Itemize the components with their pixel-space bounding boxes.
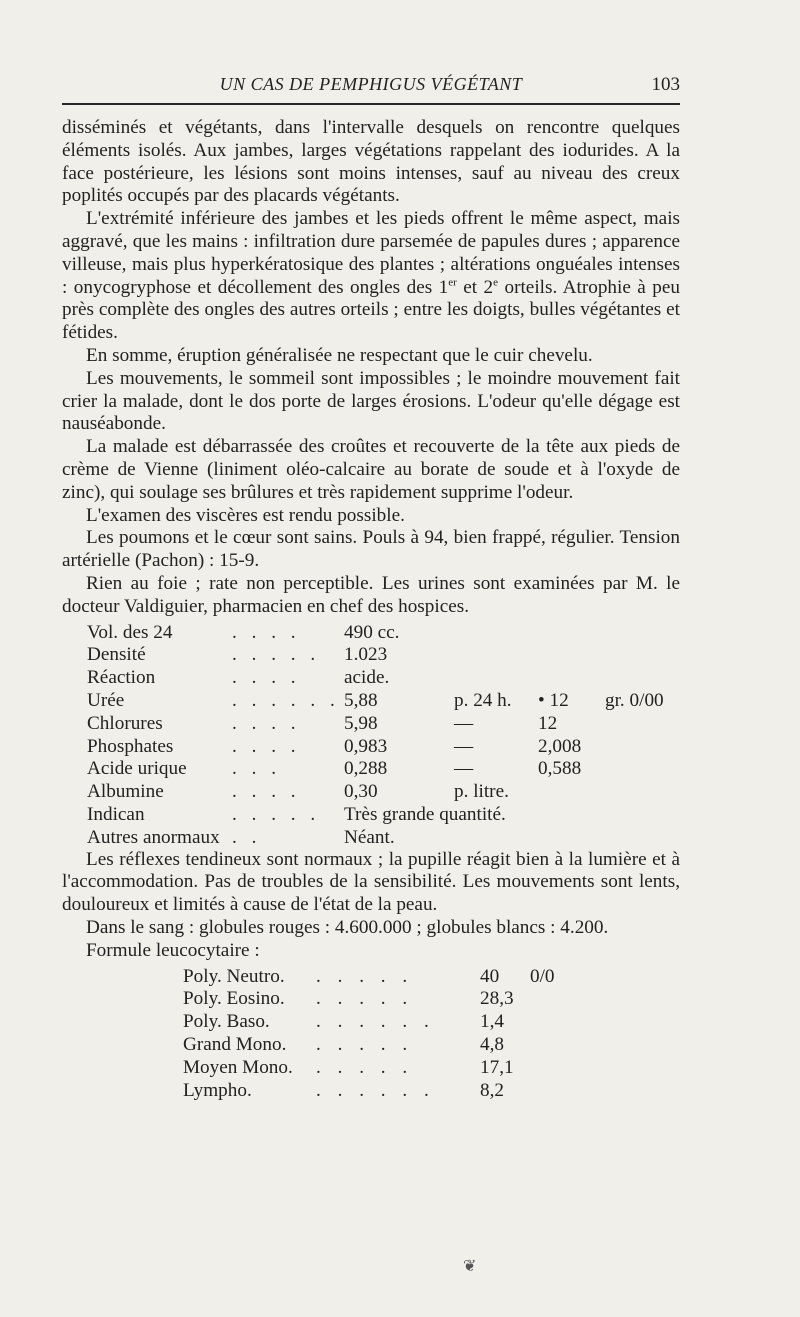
table-row — [62, 736, 680, 759]
cell-percent: 40 — [480, 965, 500, 987]
cell-type: Poly. Eosino. — [183, 988, 285, 1010]
row-per: p. 24 h. — [454, 689, 512, 711]
running-title: UN CAS DE PEMPHIGUS VÉGÉTANT — [219, 74, 523, 94]
table-row — [62, 966, 680, 989]
table-row — [62, 667, 680, 690]
leader-dots: . . — [232, 826, 262, 848]
cell-type: Grand Mono. — [183, 1033, 287, 1055]
row-value: 490 cc. — [344, 621, 400, 643]
cell-type: Moyen Mono. — [183, 1056, 293, 1078]
row-concentration: 2,008 — [538, 735, 582, 757]
leader-dots: . . . . — [232, 735, 301, 757]
leader-dots: . . . . — [232, 712, 301, 734]
cell-type: Poly. Neutro. — [183, 965, 285, 987]
table-row — [62, 758, 680, 781]
paragraph-5: La malade est débarrassée des croûtes et recouverte de la tête aux pieds de crème de Vienne (liniment oléo-calcaire au borate de soude et à l'oxyde de zinc), qui soulage ses brûlures et très rapidement supprime l'odeur. — [62, 436, 680, 503]
paragraph-2-after: orteils. Atrophie à peu près complète des ongles des autres orteils ; entre les doigts, bulles végétantes et fétides. — [62, 276, 680, 344]
row-value: Néant. — [344, 826, 395, 848]
paragraph-10: Dans le sang : globules rouges : 4.600.000 ; globules blancs : 4.200. — [86, 916, 609, 938]
leader-dots: . . . . . — [316, 1033, 414, 1055]
leader-dots: . . . . . . — [316, 1011, 435, 1033]
row-concentration: 0,588 — [538, 758, 582, 780]
row-label: Réaction — [87, 667, 156, 689]
row-per: — — [454, 758, 474, 780]
row-per: — — [454, 735, 474, 757]
leader-dots: . . . . . — [232, 644, 321, 666]
row-label: Indican — [87, 803, 145, 825]
row-label: Vol. des 24 — [87, 621, 173, 643]
leucocyte-formula-table — [62, 966, 680, 1103]
leader-dots: . . . — [232, 758, 281, 780]
cell-percent: 4,8 — [480, 1033, 504, 1055]
table-row — [62, 781, 680, 804]
running-header — [62, 74, 680, 98]
paragraph-4: Les mouvements, le sommeil sont impossibles ; le moindre mouvement fait crier la malade, dont le dos porte de larges érosions. L'odeur qu'elle dégage est nauséabonde. — [62, 367, 680, 435]
paragraph-3: En somme, éruption généralisée ne respectant que le cuir chevelu. — [86, 344, 593, 366]
paragraph-8: Rien au foie ; rate non perceptible. Les urines sont examinées par M. le docteur Valdiguier, pharmacien en chef des hospices. — [62, 572, 680, 617]
leader-dots: . . . . . . — [316, 1079, 435, 1101]
row-label: Densité — [87, 644, 146, 666]
paragraph-1: disséminés et végétants, dans l'intervalle desquels on rencontre quelques éléments isolés. Aux jambes, larges végétations rappelant des iodurides. A la face postérieure, les lésions sont moins intenses, sauf au niveau des creux poplités occupés par des placards végétants. — [62, 117, 680, 207]
table-row — [62, 713, 680, 736]
table-row — [62, 988, 680, 1011]
row-unit: gr. 0/00 — [605, 689, 664, 711]
table-row — [62, 1057, 680, 1080]
leader-dots: . . . . . — [316, 965, 414, 987]
leader-dots: . . . . — [232, 621, 301, 643]
table-row — [62, 1034, 680, 1057]
paragraph-6: L'examen des viscères est rendu possible. — [86, 504, 405, 526]
leader-dots: . . . . . . — [232, 689, 340, 711]
cell-percent: 28,3 — [480, 988, 514, 1010]
cell-percent: 8,2 — [480, 1079, 504, 1101]
ornament-icon: ❦ — [463, 1258, 477, 1275]
table-row — [62, 804, 680, 827]
leader-dots: . . . . . — [232, 803, 321, 825]
row-value: acide. — [344, 667, 390, 689]
paragraph-2-sup2: e — [493, 276, 499, 289]
leader-dots: . . . . — [232, 781, 301, 803]
cell-unit: 0/0 — [530, 965, 555, 987]
cell-type: Poly. Baso. — [183, 1011, 270, 1033]
row-per: — — [454, 712, 474, 734]
paragraph-7: Les poumons et le cœur sont sains. Pouls à 94, bien frappé, régulier. Tension artérielle (Pachon) : 15-9. — [62, 527, 680, 572]
row-label: Acide urique — [87, 758, 187, 780]
table-row — [62, 827, 680, 850]
leader-dots: . . . . . — [316, 988, 414, 1010]
urine-analysis-table — [62, 622, 680, 849]
paragraph-2-sup1: er — [448, 276, 457, 289]
cell-type: Lympho. — [183, 1079, 252, 1101]
table-row — [62, 644, 680, 667]
paragraph-2-mid: et 2 — [456, 276, 494, 298]
row-value: 5,98 — [344, 712, 378, 734]
row-per: p. litre. — [454, 781, 509, 803]
row-value: 1.023 — [344, 644, 388, 666]
paragraph-2-before: L'extrémité inférieure des jambes et les pieds offrent le même aspect, mais aggravé, que les mains : infiltration dure parsemée de papules dures ; apparence villeuse, mais plus hyperkératosique des plantes ; altérations onguéales intenses : onycogryphose et décollement des ongles des 1 — [62, 208, 680, 298]
leader-dots: . . . . — [232, 667, 301, 689]
cell-percent: 1,4 — [480, 1011, 504, 1033]
row-label: Albumine — [87, 781, 164, 803]
row-concentration: • 12 — [538, 689, 569, 711]
table-row — [62, 1080, 680, 1103]
row-label: Phosphates — [87, 735, 174, 757]
paragraph-11: Formule leucocytaire : — [86, 939, 260, 961]
page-number: 103 — [651, 74, 680, 95]
leader-dots: . . . . . — [316, 1056, 414, 1078]
row-value: Très grande quantité. — [344, 803, 506, 825]
cell-percent: 17,1 — [480, 1056, 514, 1078]
row-value: 0,983 — [344, 735, 388, 757]
body-text — [62, 117, 680, 1103]
row-value: 0,288 — [344, 758, 388, 780]
row-label: Urée — [87, 689, 125, 711]
paragraph-2 — [62, 208, 680, 345]
row-label: Autres anormaux — [87, 826, 220, 848]
row-label: Chlorures — [87, 712, 163, 734]
header-rule — [62, 103, 680, 105]
paragraph-9: Les réflexes tendineux sont normaux ; la pupille réagit bien à la lumière et à l'accommodation. Pas de troubles de la sensibilité. Les mouvements sont lents, douloureux et limités à cause de l'état de la peau. — [62, 848, 680, 916]
row-value: 0,30 — [344, 781, 378, 803]
table-row — [62, 1011, 680, 1034]
row-value: 5,88 — [344, 689, 378, 711]
row-concentration: 12 — [538, 712, 558, 734]
table-row — [62, 622, 680, 645]
table-row — [62, 690, 680, 713]
